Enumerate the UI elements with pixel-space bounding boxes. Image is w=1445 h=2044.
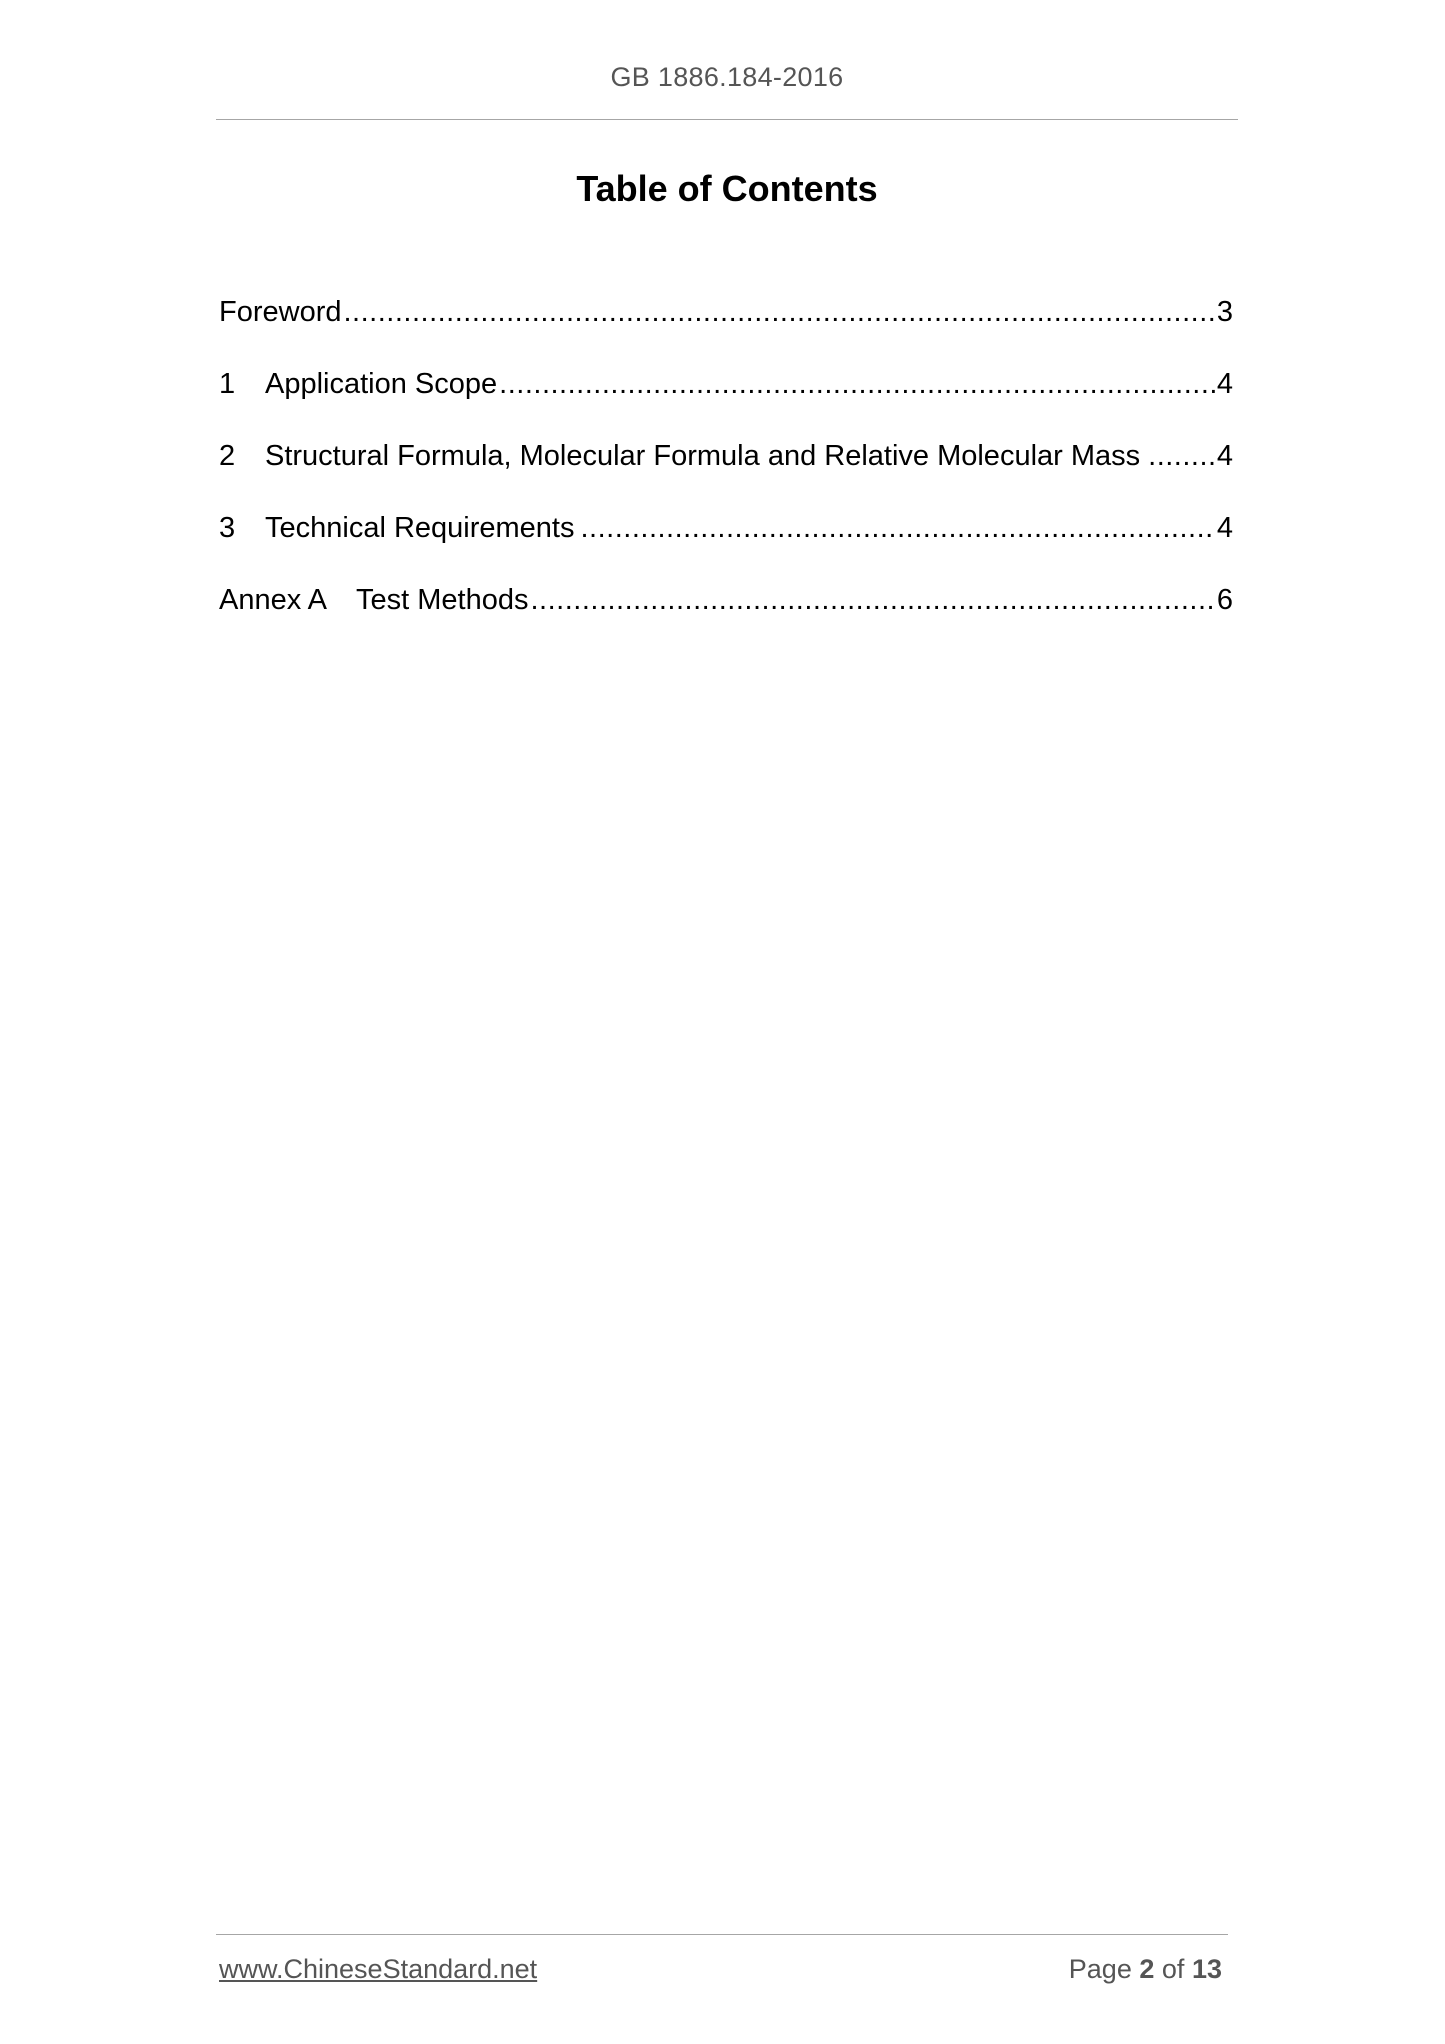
page-of: of bbox=[1161, 1954, 1185, 1984]
toc-entry-number: 1 bbox=[219, 368, 236, 400]
header-divider bbox=[216, 119, 1238, 120]
toc-entry-page: 4 bbox=[1216, 512, 1233, 544]
table-of-contents bbox=[219, 292, 1233, 652]
page-current: 2 bbox=[1139, 1954, 1155, 1984]
page-total: 13 bbox=[1191, 1954, 1222, 1984]
toc-leader-dots bbox=[580, 508, 1214, 548]
toc-entry-page: 4 bbox=[1216, 440, 1233, 472]
document-header-id: GB 1886.184-2016 bbox=[610, 62, 844, 92]
page-title: Table of Contents bbox=[576, 168, 878, 209]
toc-entry-number: 2 bbox=[219, 440, 236, 472]
toc-entry-foreword[interactable] bbox=[219, 292, 1233, 364]
toc-leader-dots bbox=[530, 580, 1214, 620]
toc-entry-application-scope[interactable] bbox=[219, 364, 1233, 436]
toc-leader-dots bbox=[344, 292, 1215, 332]
toc-entry-number: Annex A bbox=[219, 584, 328, 616]
toc-entry-label: Foreword bbox=[219, 296, 342, 328]
toc-entry-page: 6 bbox=[1216, 584, 1233, 616]
website-link[interactable]: www.ChineseStandard.net bbox=[219, 1954, 538, 1984]
page-prefix: Page bbox=[1068, 1954, 1132, 1984]
toc-entry-page: 3 bbox=[1216, 296, 1233, 328]
toc-leader-dots bbox=[499, 364, 1215, 404]
toc-entry-label: Technical Requirements bbox=[265, 512, 575, 544]
toc-leader-dots bbox=[1148, 436, 1215, 476]
toc-entry-structural-formula[interactable] bbox=[219, 436, 1233, 508]
toc-entry-page: 4 bbox=[1216, 368, 1233, 400]
toc-entry-label: Test Methods bbox=[356, 584, 529, 616]
toc-entry-annex-a[interactable] bbox=[219, 580, 1233, 652]
toc-entry-number: 3 bbox=[219, 512, 236, 544]
toc-entry-technical-requirements[interactable] bbox=[219, 508, 1233, 580]
toc-entry-label: Structural Formula, Molecular Formula and Relative Molecular Mass bbox=[265, 440, 1141, 472]
footer-divider bbox=[216, 1934, 1228, 1935]
page-number bbox=[1069, 1954, 1222, 1985]
toc-entry-label: Application Scope bbox=[265, 368, 498, 400]
